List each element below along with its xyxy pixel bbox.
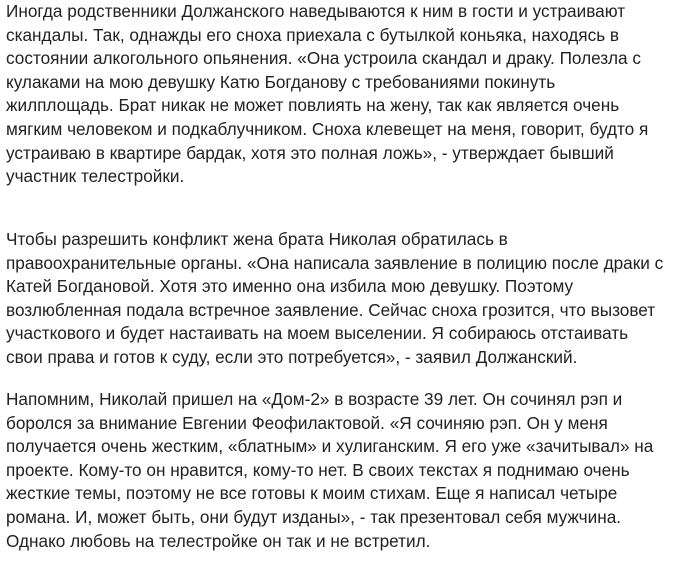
text-line: состоянии алкогольного опьянения. «Она устроила скандал и драку. Полезла с [6, 48, 641, 69]
text-line: романа. И, может быть, они будут изданы», - так презентовал себя мужчина. [6, 506, 622, 527]
paragraph-background [6, 388, 653, 553]
text-line: проекте. Кому-то он нравится, кому-то нет. В своих текстах я поднимаю очень [6, 459, 630, 480]
text-line: Иногда родственники Должанского наведываются к ним в гости и устраивают [6, 1, 626, 21]
text-line: Однако любовь на телестройке он так и не встретил. [6, 530, 431, 551]
text-line: Катей Богдановой. Хотя это именно она избила мою девушку. Поэтому [6, 276, 574, 297]
paragraph-relatives-scandal [6, 0, 648, 189]
text-line: скандалы. Так, однажды его сноха приехала с бутылкой коньяка, находясь в [6, 24, 620, 45]
text-line: участник телестройки. [6, 166, 185, 187]
text-line: Чтобы разрешить конфликт жена брата Николая обратилась в [6, 229, 508, 249]
paragraph-police-statement [6, 228, 663, 370]
text-line: получается очень жестким, «блатным» и хулиганским. Я его уже «зачитывал» на [6, 436, 654, 457]
text-line: Напомним, Николай пришел на «Дом-2» в возрасте 39 лет. Он сочинял рэп и [6, 389, 623, 409]
text-line: кулаками на мою девушку Катю Богданову с требованиями покинуть [6, 71, 556, 92]
text-line: боролся за внимание Евгении Феофилактовой. «Я сочиняю рэп. Он у меня [6, 412, 608, 433]
text-line: жилплощадь. Брат никак не может повлиять на жену, так как является очень [6, 95, 620, 116]
text-line: свои права и готов к суду, если это потребуется», - заявил Должанский. [6, 346, 578, 367]
text-line: устраиваю в квартире бардак, хотя это полная ложь», - утверждает бывший [6, 142, 614, 163]
text-line: мягким человеком и подкаблучником. Сноха клевещет на меня, говорит, будто я [6, 118, 649, 139]
text-line: правоохранительные органы. «Она написала заявление в полицию после драки с [6, 252, 664, 273]
text-line: участкового и будет настаивать на моем выселении. Я собираюсь отстаивать [6, 323, 629, 344]
text-line: жесткие темы, поэтому не все готовы к моим стихам. Еще я написал четыре [6, 483, 618, 504]
text-line: возлюбленная подала встречное заявление. Сейчас сноха грозится, что вызовет [6, 299, 656, 320]
